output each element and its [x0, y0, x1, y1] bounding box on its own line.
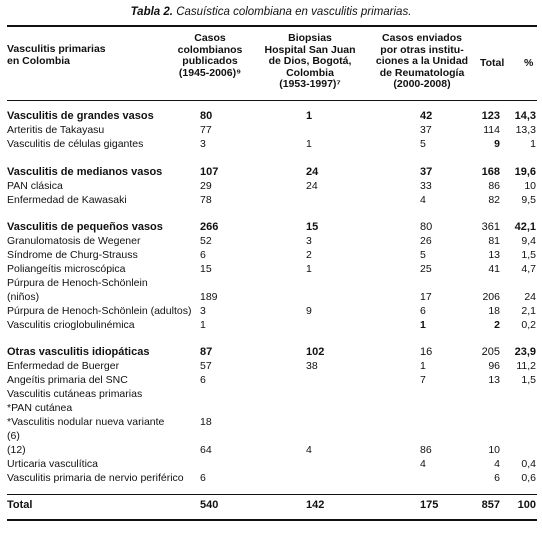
table-row [0, 221, 542, 234]
cell-percent: 1,5 [521, 374, 536, 386]
cell-percent: 2,1 [521, 305, 536, 317]
row-label: *Vasculitis nodular nueva variante [7, 416, 165, 428]
cell-published: 6 [200, 472, 206, 484]
cell-total: 13 [488, 374, 500, 386]
table-row [0, 166, 542, 179]
cell-referred: 5 [420, 138, 426, 150]
cell-total: 9 [494, 138, 500, 150]
table-caption [0, 6, 542, 18]
table-row [0, 444, 542, 457]
cell-published: 64 [200, 444, 212, 456]
cell-referred: 5 [420, 249, 426, 261]
row-label: (niños) [7, 291, 40, 303]
cell-published: 189 [200, 291, 218, 303]
cell-biopsies: 2 [306, 249, 312, 261]
table-row [0, 110, 542, 123]
table-row [0, 346, 542, 359]
row-label: Vasculitis primaria de nervio periférico [7, 472, 184, 484]
cell-biopsies: 142 [306, 499, 325, 511]
row-label: *PAN cutánea [7, 402, 73, 414]
cell-referred: 4 [420, 194, 426, 206]
cell-published: 3 [200, 305, 206, 317]
cell-published: 1 [200, 319, 206, 331]
row-label: Vasculitis crioglobulinémica [7, 319, 135, 331]
row-label: Granulomatosis de Wegener [7, 235, 141, 247]
cell-percent: 10 [524, 180, 536, 192]
table-row [0, 499, 542, 512]
header-col-biopsies: Biopsias Hospital San Juan de Dios, Bogotá, Colombia (1953-1997)⁷ [264, 32, 356, 90]
header-rule [7, 100, 537, 101]
cell-percent: 4,7 [521, 263, 536, 275]
cell-percent: 0,6 [521, 472, 536, 484]
row-label: Arteritis de Takayasu [7, 124, 105, 136]
header-pct: % [524, 57, 534, 69]
cell-published: 3 [200, 138, 206, 150]
cell-total: 10 [488, 444, 500, 456]
bottom-rule [7, 519, 537, 521]
cell-total: 4 [494, 458, 500, 470]
row-label: Vasculitis cutáneas primarias [7, 388, 143, 400]
row-label: Síndrome de Churg-Strauss [7, 249, 138, 261]
cell-total: 41 [488, 263, 500, 275]
table-row [0, 124, 542, 137]
cell-referred: 175 [420, 499, 439, 511]
cell-total: 205 [481, 346, 500, 358]
cell-percent: 9,4 [521, 235, 536, 247]
cell-referred: 16 [420, 346, 433, 358]
row-label: (12) [7, 444, 26, 456]
cell-referred: 80 [420, 221, 433, 233]
cell-published: 77 [200, 124, 212, 136]
row-label: Enfermedad de Kawasaki [7, 194, 127, 206]
cell-total: 114 [483, 124, 500, 136]
row-label: Poliangeítis microscópica [7, 263, 126, 275]
cell-biopsies: 1 [306, 110, 313, 122]
cell-published: 52 [200, 235, 212, 247]
row-label: Vasculitis de medianos vasos [7, 166, 163, 178]
cell-total: 81 [488, 235, 500, 247]
cell-biopsies: 4 [306, 444, 312, 456]
cell-biopsies: 24 [306, 180, 318, 192]
cell-percent: 1 [530, 138, 536, 150]
header-col-published: Casos colombianos publicados (1945-2006)⁹ [177, 32, 243, 79]
row-label: PAN clásica [7, 180, 63, 192]
cell-published: 80 [200, 110, 213, 122]
cell-published: 78 [200, 194, 212, 206]
cell-biopsies: 3 [306, 235, 312, 247]
cell-referred: 6 [420, 305, 426, 317]
cell-published: 18 [200, 416, 212, 428]
table-row [0, 458, 542, 471]
cell-published: 29 [200, 180, 212, 192]
cell-referred: 86 [420, 444, 432, 456]
row-label: Otras vasculitis idiopáticas [7, 346, 150, 358]
cell-total: 206 [482, 291, 500, 303]
row-label: (6) [7, 430, 20, 442]
header-col-referred: Casos enviados por otras institu- ciones a la Unidad de Reumatología (2000-2008) [375, 32, 469, 90]
table-row [0, 472, 542, 485]
row-label: Púrpura de Henoch-Schönlein (adultos) [7, 305, 192, 317]
cell-biopsies: 1 [306, 138, 312, 150]
cell-published: 107 [200, 166, 219, 178]
table-row [0, 305, 542, 318]
cell-referred: 37 [420, 166, 433, 178]
header-total: Total [480, 57, 505, 69]
cell-published: 57 [200, 360, 212, 372]
table-row [0, 249, 542, 262]
cell-total: 857 [481, 499, 500, 511]
cell-published: 540 [200, 499, 219, 511]
row-label: Enfermedad de Buerger [7, 360, 120, 372]
table-row [0, 388, 542, 401]
table-row [0, 194, 542, 207]
cell-referred: 42 [420, 110, 433, 122]
header-label: Vasculitis primarias en Colombia [7, 43, 106, 67]
table-row [0, 291, 542, 304]
table-row [0, 277, 542, 290]
table-row [0, 402, 542, 415]
table-row [0, 430, 542, 443]
cell-total: 6 [494, 472, 500, 484]
cell-total: 18 [488, 305, 500, 317]
cell-referred: 33 [420, 180, 432, 192]
row-label: Vasculitis de pequeños vasos [7, 221, 163, 233]
row-label: Vasculitis de grandes vasos [7, 110, 154, 122]
cell-published: 6 [200, 249, 206, 261]
cell-referred: 4 [420, 458, 426, 470]
cell-total: 96 [488, 360, 500, 372]
table-row [0, 319, 542, 332]
cell-total: 2 [494, 319, 500, 331]
table-number: Tabla 2. [130, 6, 173, 18]
row-label: Vasculitis de células gigantes [7, 138, 144, 150]
cell-referred: 26 [420, 235, 432, 247]
cell-referred: 1 [420, 319, 426, 331]
cell-percent: 0,2 [521, 319, 536, 331]
cell-referred: 25 [420, 263, 432, 275]
table-row [0, 416, 542, 429]
cell-published: 6 [200, 374, 206, 386]
cell-total: 168 [481, 166, 500, 178]
table-row [0, 180, 542, 193]
top-rule [7, 25, 537, 27]
cell-percent: 14,3 [514, 110, 536, 122]
cell-percent: 23,9 [514, 346, 536, 358]
table-row [0, 374, 542, 387]
cell-percent: 9,5 [521, 194, 536, 206]
cell-biopsies: 15 [306, 221, 319, 233]
total-rule [7, 494, 537, 495]
table-row [0, 138, 542, 151]
cell-percent: 42,1 [514, 221, 536, 233]
cell-total: 13 [488, 249, 500, 261]
cell-total: 123 [481, 110, 500, 122]
cell-published: 87 [200, 346, 213, 358]
cell-published: 266 [200, 221, 219, 233]
row-label: Urticaria vasculítica [7, 458, 99, 470]
cell-referred: 37 [420, 124, 432, 136]
table-title: Casuística colombiana en vasculitis primarias. [176, 6, 412, 18]
cell-biopsies: 38 [306, 360, 318, 372]
cell-referred: 1 [420, 360, 426, 372]
cell-biopsies: 1 [306, 263, 312, 275]
cell-percent: 24 [524, 291, 536, 303]
cell-published: 15 [200, 263, 212, 275]
cell-biopsies: 102 [306, 346, 325, 358]
row-label: Total [7, 499, 33, 511]
cell-biopsies: 24 [306, 166, 319, 178]
cell-total: 82 [488, 194, 500, 206]
cell-percent: 0,4 [521, 458, 536, 470]
cell-biopsies: 9 [306, 305, 312, 317]
cell-total: 361 [481, 221, 500, 233]
table-row [0, 263, 542, 276]
row-label: Angeítis primaria del SNC [7, 374, 128, 386]
cell-referred: 17 [420, 291, 432, 303]
cell-percent: 19,6 [514, 166, 536, 178]
cell-total: 86 [488, 180, 500, 192]
table-row [0, 235, 542, 248]
cell-percent: 11,2 [516, 360, 536, 372]
cell-percent: 13,3 [515, 124, 536, 136]
cell-percent: 1,5 [521, 249, 536, 261]
cell-percent: 100 [517, 499, 536, 511]
table-row [0, 360, 542, 373]
cell-referred: 7 [420, 374, 426, 386]
row-label: Púrpura de Henoch-Schönlein [7, 277, 148, 289]
